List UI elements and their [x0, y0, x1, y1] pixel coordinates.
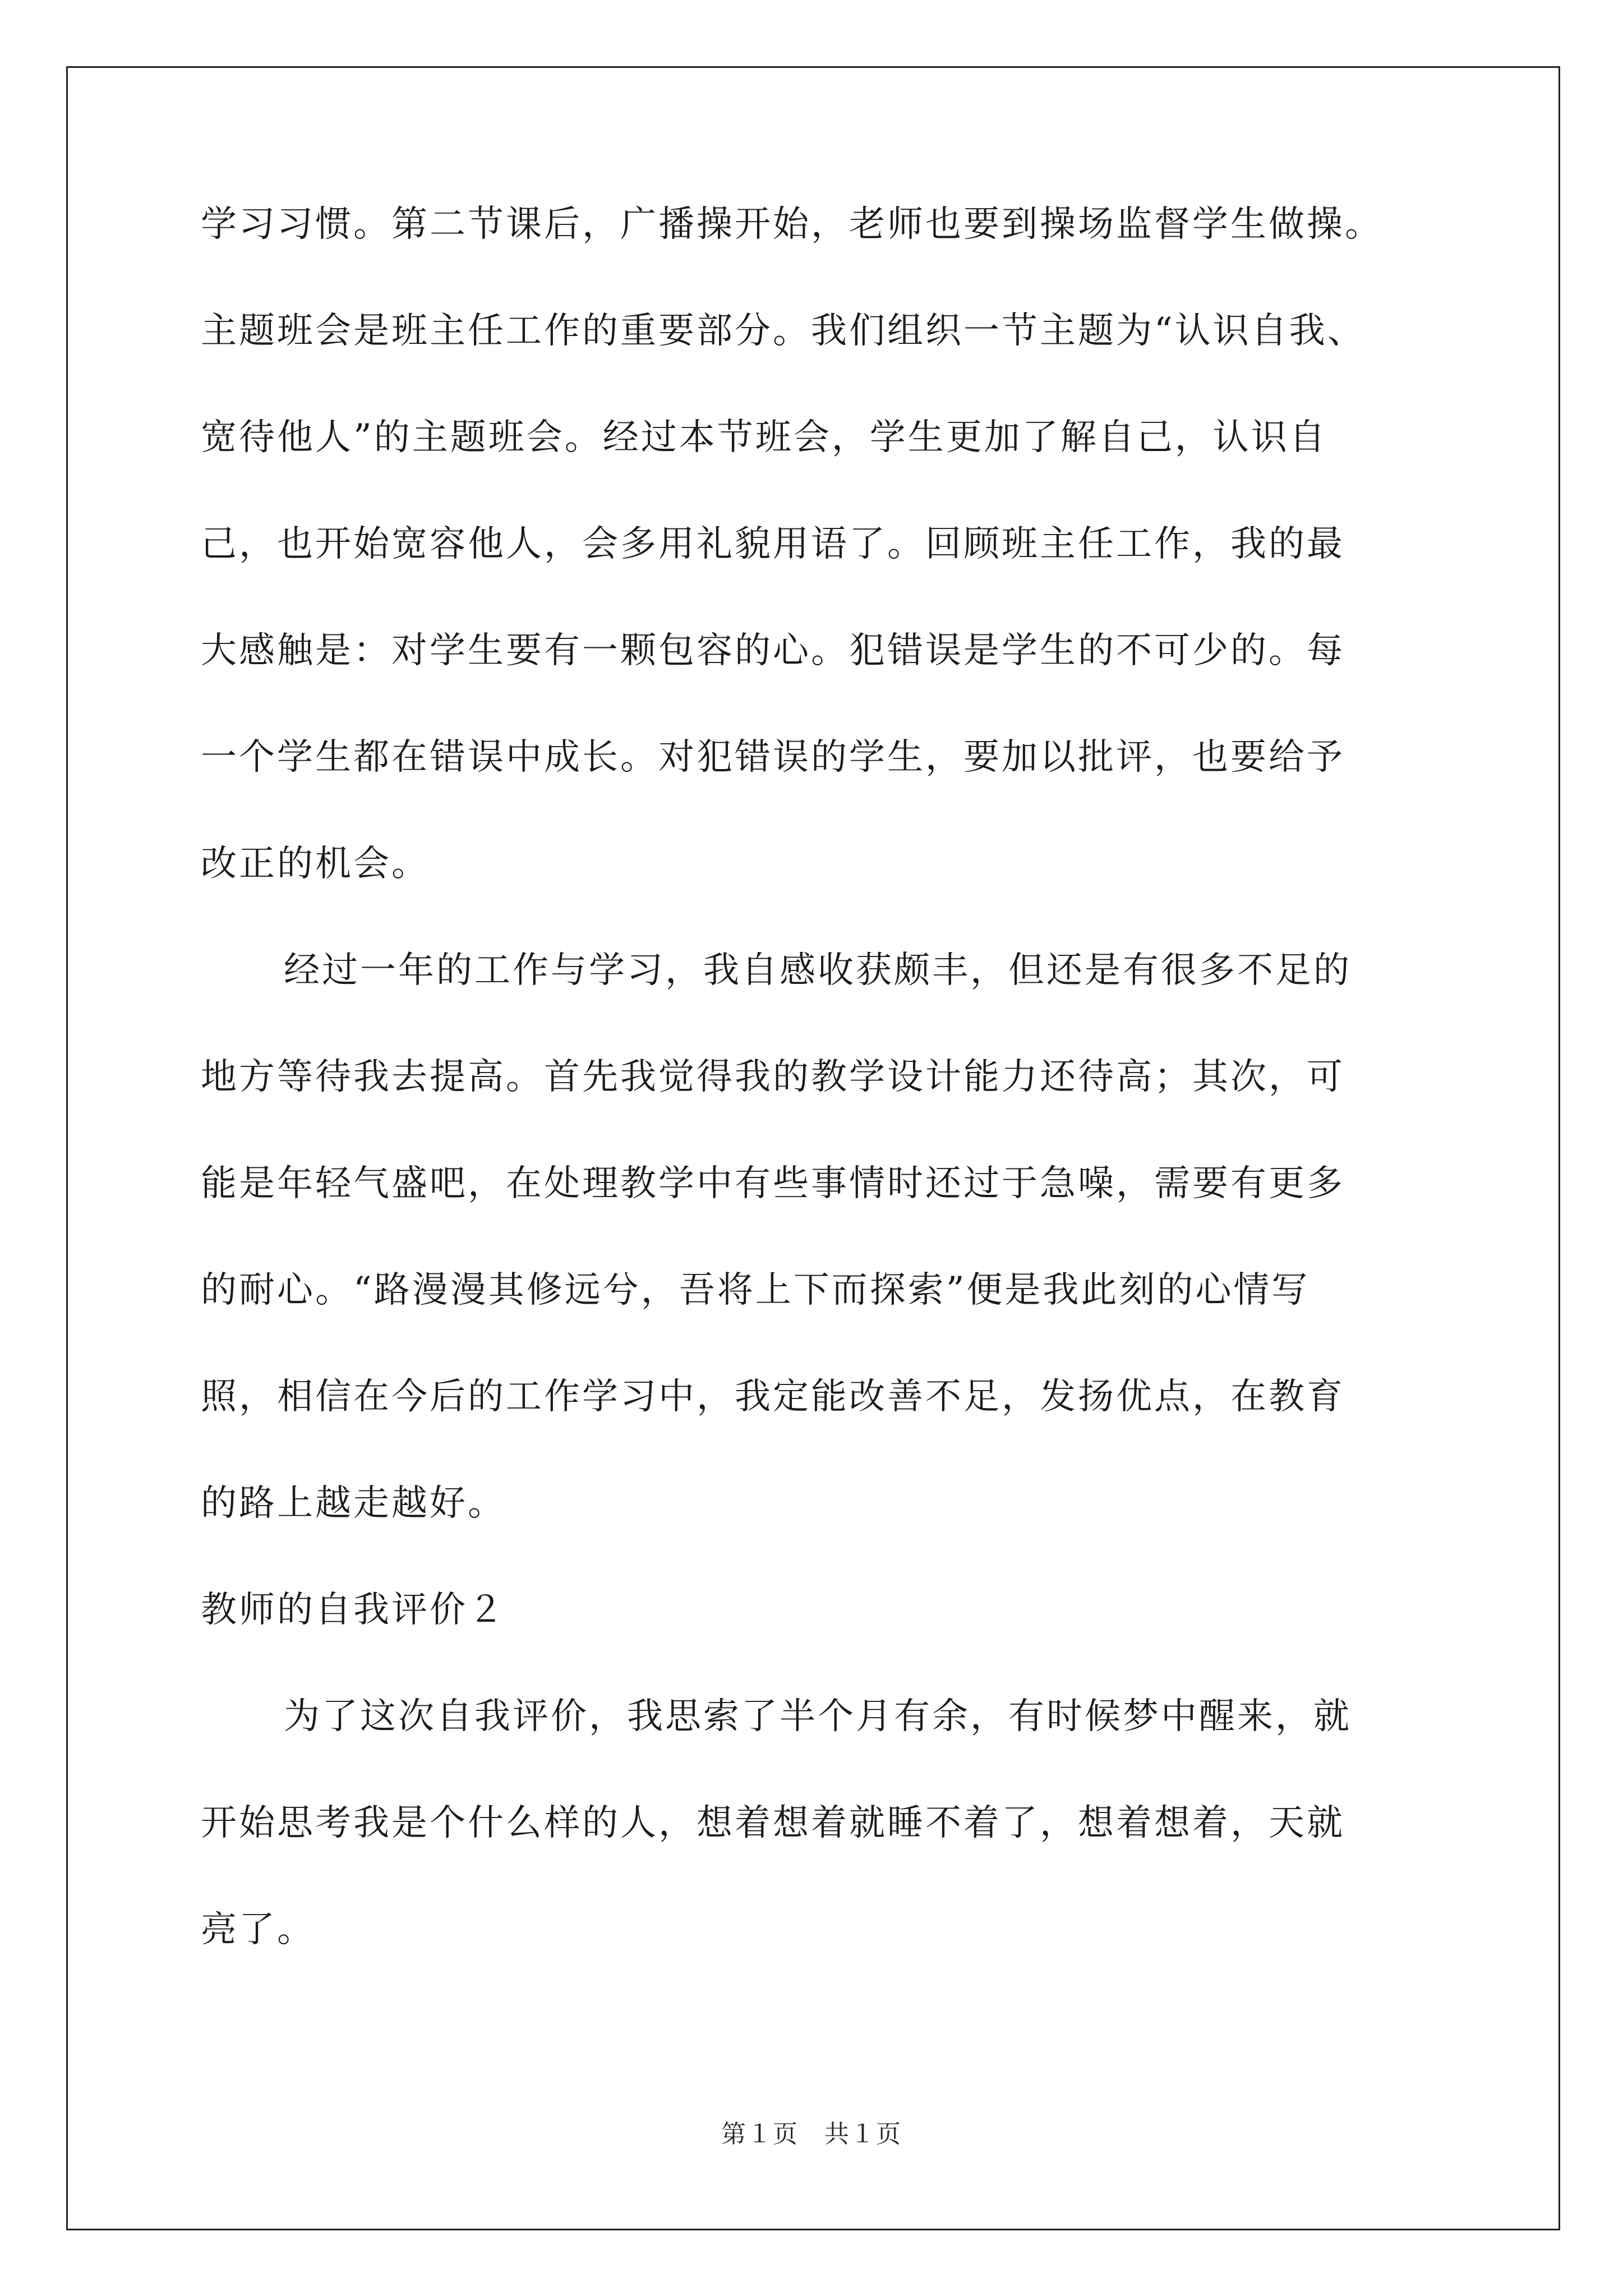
paragraph-line: 大感触是：对学生要有一颗包容的心。犯错误是学生的不可少的。每 [201, 630, 1345, 671]
paragraph-line: 的路上越走越好。 [201, 1483, 506, 1524]
paragraph-line: 照，相信在今后的工作学习中，我定能改善不足，发扬优点，在教育 [201, 1376, 1345, 1418]
paragraph-line: 为了这次自我评价，我思索了半个月有余，有时候梦中醒来，就 [284, 1696, 1352, 1737]
paragraph-line: 亮了。 [201, 1909, 315, 1950]
section-heading: 教师的自我评价２ [201, 1589, 506, 1631]
paragraph-line: 一个学生都在错误中成长。对犯错误的学生，要加以批评，也要给予 [201, 737, 1345, 778]
paragraph-line: 改正的机会。 [201, 843, 430, 885]
paragraph-line: 主题班会是班主任工作的重要部分。我们组织一节主题为“认识自我、 [201, 310, 1366, 352]
paragraph-line: 开始思考我是个什么样的人，想着想着就睡不着了，想着想着，天就 [201, 1802, 1345, 1844]
paragraph-line: 能是年轻气盛吧，在处理教学中有些事情时还过于急噪，需要有更多 [201, 1163, 1345, 1204]
page-number-footer: 第１页 共１页 [721, 2120, 902, 2148]
paragraph-line: 己，也开始宽容他人，会多用礼貌用语了。回顾班主任工作，我的最 [201, 523, 1345, 565]
paragraph-line: 学习习惯。第二节课后，广播操开始，老师也要到操场监督学生做操。 [201, 204, 1383, 245]
paragraph-line: 经过一年的工作与学习，我自感收获颇丰，但还是有很多不足的 [284, 950, 1352, 991]
paragraph-line: 的耐心。“路漫漫其修远兮，吾将上下而探索”便是我此刻的心情写 [201, 1269, 1310, 1311]
paragraph-line: 宽待他人”的主题班会。经过本节班会，学生更加了解自己，认识自 [201, 417, 1327, 458]
paragraph-line: 地方等待我去提高。首先我觉得我的教学设计能力还待高；其次，可 [201, 1056, 1345, 1098]
